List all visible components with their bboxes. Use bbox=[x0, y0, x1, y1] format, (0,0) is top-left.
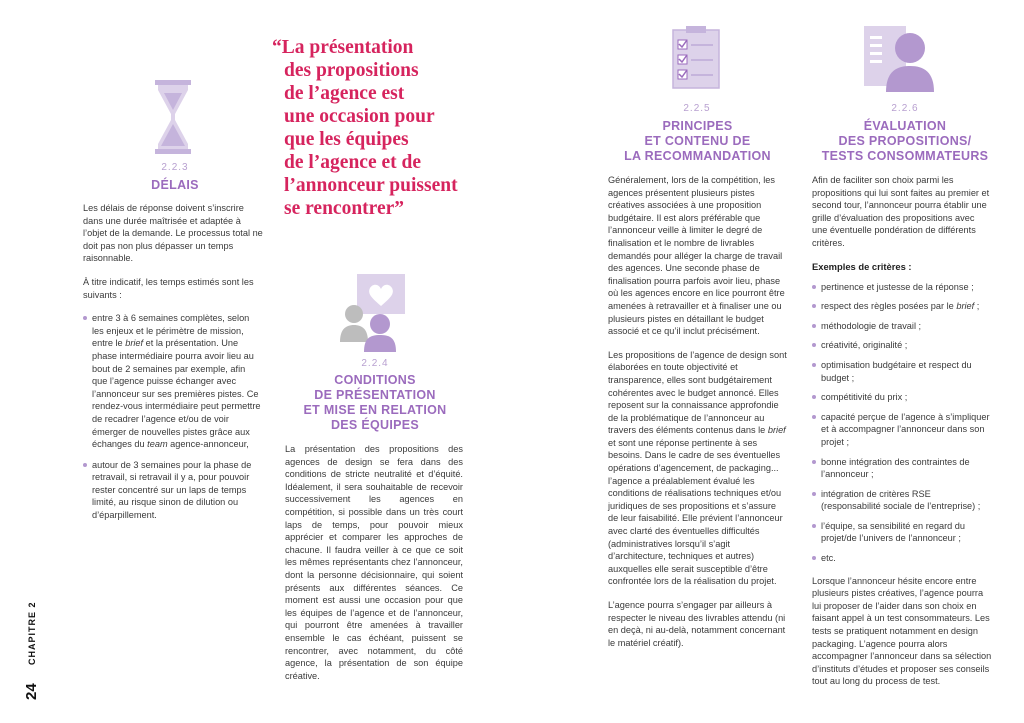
criteria-list bbox=[812, 281, 992, 565]
page-number: 24 bbox=[23, 683, 40, 700]
list-item: autour de 3 semaines pour la phase de retravail, si retravail il y a, pour pouvoir rester concentré sur un laps de temps limité, au risque sinon de dilution ou d’éparpillement. bbox=[83, 459, 263, 522]
quote-line: l’annonceur puissent bbox=[284, 175, 458, 196]
list-item: compétitivité du prix ; bbox=[812, 391, 992, 404]
pull-quote bbox=[272, 36, 512, 220]
section-title-conditions: CONDITIONS DE PRÉSENTATION ET MISE EN RELATION DES ÉQUIPES bbox=[303, 373, 447, 432]
list-item: intégration de critères RSE (responsabilité sociale de l’entreprise) ; bbox=[812, 488, 992, 513]
paragraph: L’agence pourra s’engager par ailleurs à respecter le niveau des livrables attendu (ni en deçà, ni au-delà, notamment concernant le matériel créatif). bbox=[608, 600, 786, 648]
paragraph: À titre indicatif, les temps estimés sont les suivants : bbox=[83, 276, 254, 300]
list-item: l’équipe, sa sensibilité en regard du projet/de l’univers de l’annonceur ; bbox=[812, 520, 992, 545]
section-title-delais: DÉLAIS bbox=[151, 178, 199, 192]
chat-heart-icon bbox=[338, 272, 418, 357]
list-item: méthodologie de travail ; bbox=[812, 320, 992, 333]
quote-line: que les équipes bbox=[284, 129, 409, 150]
paragraph: Lorsque l’annonceur hésite encore entre plusieurs pistes créatives, l’agence pourra lui proposer de l’aider dans son choix en faisant appel à un test consommateurs. Les tests se pratiquent notamment en design packaging. L’agence pourra alors accompagner l’annonceur dans sa sélection d’instituts d’études et proposer ses conseils tout au long du process de test. bbox=[812, 575, 992, 687]
list-item: pertinence et justesse de la réponse ; bbox=[812, 281, 992, 294]
list-item: optimisation budgétaire et respect du budget ; bbox=[812, 359, 992, 384]
section-body-conditions bbox=[285, 443, 463, 693]
list-item: entre 3 à 6 semaines complètes, selon les enjeux et le périmètre de mission, entre le brief et la présentation. Une phase intermédiaire pourra avoir lieu au bout de 2 semaines par exemple, afin que l’agence puisse échanger avec l’annonceur sur ses premières pistes. Ce rendez-vous intermédiaire peut permettre de recadrer l’agence et/ou de voir émerger de nouvelles pistes grâce aux échanges du team agence-annonceur, bbox=[83, 312, 263, 451]
section-body-delais bbox=[83, 202, 263, 530]
section-title-evaluation: ÉVALUATION DES PROPOSITIONS/ TESTS CONSOMMATEURS bbox=[821, 119, 989, 163]
section-number: 2.2.4 bbox=[361, 358, 389, 369]
quote-line: une occasion pour bbox=[284, 106, 435, 127]
list-item: capacité perçue de l’agence à s’impliquer et à accompagner l’annonceur dans son projet ; bbox=[812, 411, 992, 449]
list-item: etc. bbox=[812, 552, 992, 565]
paragraph: Généralement, lors de la compétition, les agences présentent plusieurs pistes créatives associées à une proposition budgétaire. Il est alors préférable que l’annonceur veille à limiter le degré de finalisation et le nombre de livrables demandés pour alléger la charge de travail des agences. Une seconde phase de finalisation pourra parfois avoir lieu, phase où les agences encore en lice pourront être amenées à retravailler et à finaliser une ou plusieurs pistes en détaillant le budget associé et ce qu’il inclut précisément. bbox=[608, 175, 785, 337]
checklist-icon bbox=[672, 26, 720, 95]
list-item: créativité, originalité ; bbox=[812, 339, 992, 352]
paragraph: Les propositions de l’agence de design sont élaborées en toute objectivité et transparence, elles sont budgétairement cohérentes avec le budget annoncé. Elles reposent sur la connaissance approfondie de la problématique de l’annonceur au travers des éléments contenus dans le brief et sont une réponse pertinente à ses besoins. Dans le cadre de ses éventuelles opérations d’agencement, de packaging... l’agence a préalablement évalué les conditions de réalisations techniques et/ou juridiques de ses propositions et s’assure de leur faisabilité. Elle prévient l’annonceur avec clarté des éventuelles difficultés (administratives lorsqu’il s’agit d’architecture, techniques et autres) auxquelles elle serait susceptible d’être confrontée lors de la réalisation du projet. bbox=[608, 349, 787, 587]
section-body-principes bbox=[608, 174, 788, 660]
section-title-principes: PRINCIPES ET CONTENU DE LA RECOMMANDATION bbox=[624, 119, 771, 163]
paragraph: Afin de faciliter son choix parmi les propositions qui lui sont faites au premier et second tour, l’annonceur pourra établir une grille d’évaluation des propositions avec une éventuelle pondération de différents critères. bbox=[812, 175, 990, 248]
quote-line: des propositions bbox=[284, 60, 419, 81]
section-number: 2.2.6 bbox=[891, 103, 919, 114]
criteria-heading: Exemples de critères : bbox=[812, 260, 912, 272]
quote-line: se rencontrer” bbox=[284, 198, 405, 219]
section-number: 2.2.3 bbox=[161, 162, 189, 173]
quote-line: “La présentation bbox=[272, 37, 414, 58]
hourglass-icon bbox=[155, 80, 191, 159]
profile-card-icon bbox=[864, 26, 936, 97]
paragraph: La présentation des propositions des agences de design se fera dans des conditions de stricte neutralité et d’équité. Idéalement, il sera souhaitable de recevoir successivement les agences en compétition, si possible dans un très court laps de temps, pour pouvoir mieux apprécier et comparer les approches de chacune. Il faudra veiller à ce que ce soit les mêmes représentants chez l’annonceur, dont la personne décisionnaire, qui soient présents aux différentes séances. Ce moment est aussi une occasion pour que les équipes de l’agence et de l’annonceur, qui pourront être amenées à travailler ensemble le cas échéant, puissent se rencontrer, avec notamment, du côté agence, la présentation de son équipe créative. bbox=[285, 444, 463, 681]
section-body-evaluation bbox=[812, 174, 992, 699]
section-number: 2.2.5 bbox=[683, 103, 711, 114]
quote-line: de l’agence et de bbox=[284, 152, 421, 173]
quote-line: de l’agence est bbox=[284, 83, 405, 104]
list-item: bonne intégration des contraintes de l’annonceur ; bbox=[812, 456, 992, 481]
chapter-label: CHAPITRE 2 bbox=[27, 601, 37, 665]
paragraph: Les délais de réponse doivent s’inscrire dans une durée maîtrisée et adaptée à l’objet de la demande. Le processus total ne doit pas non plus dépasser un temps raisonnable. bbox=[83, 203, 263, 264]
list-item: respect des règles posées par le brief ; bbox=[812, 300, 992, 313]
